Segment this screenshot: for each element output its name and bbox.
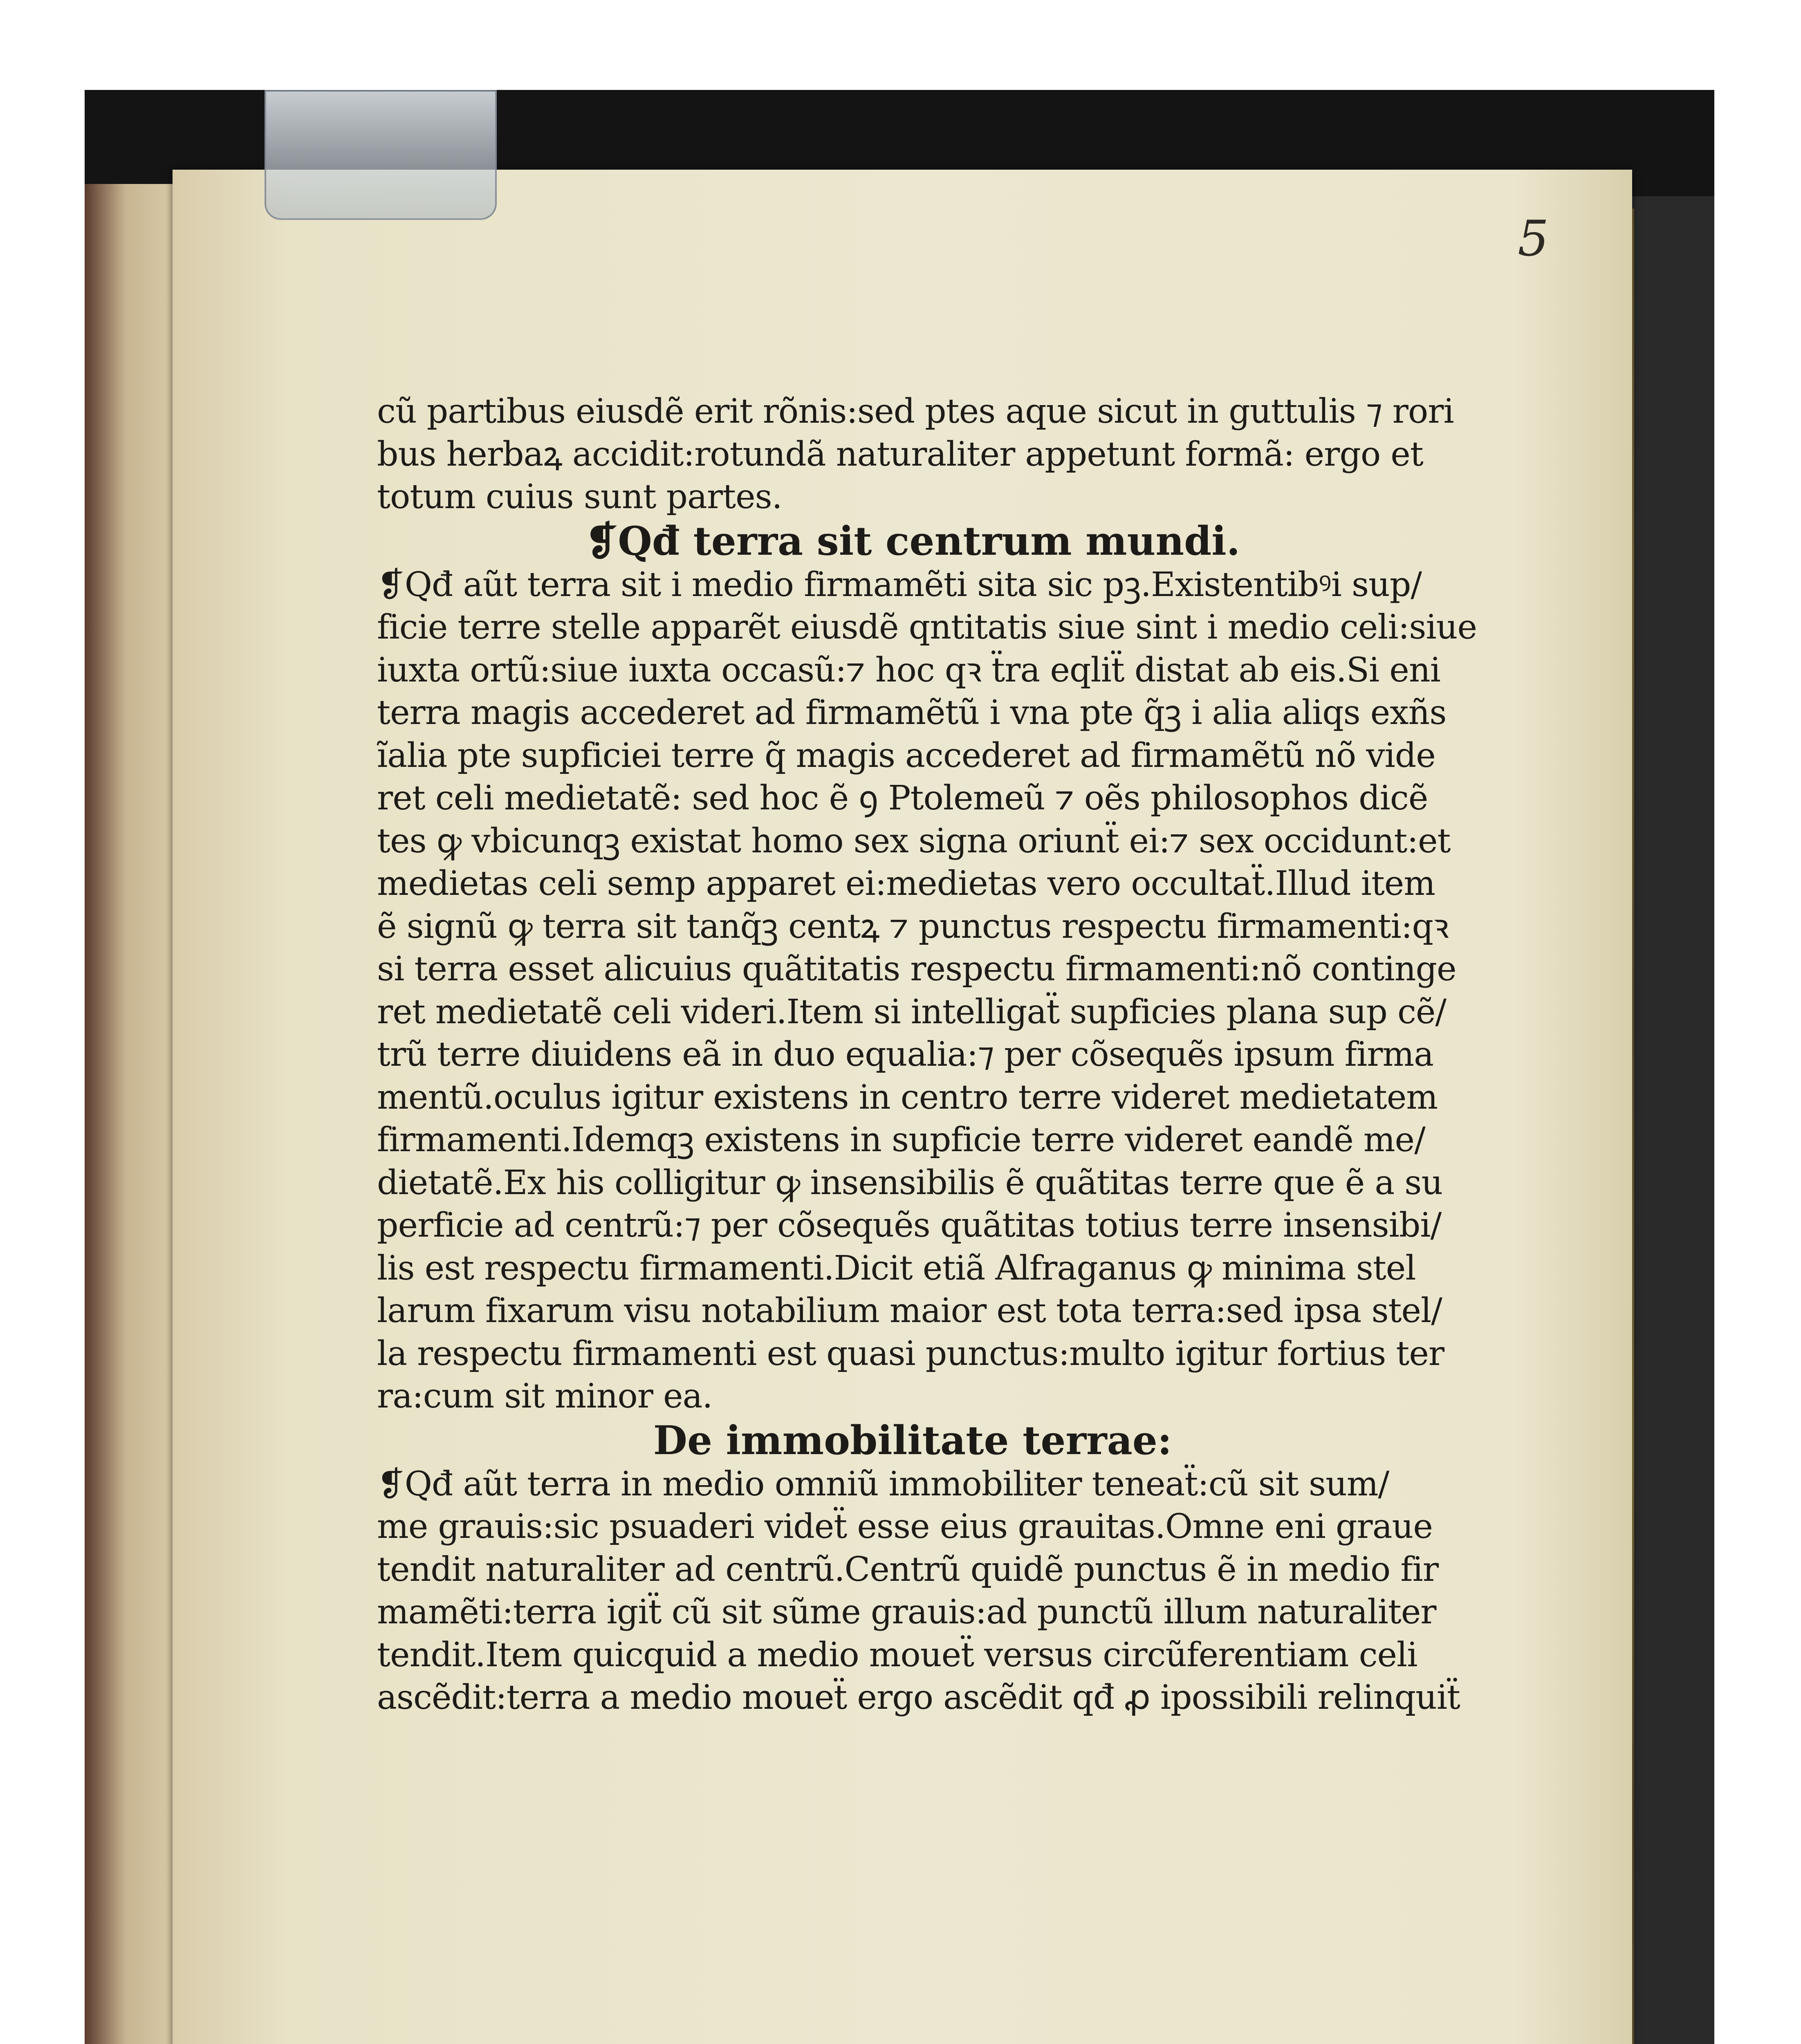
top-page-clamp — [265, 90, 497, 220]
text-line: tendit.Item quicquid a medio moueẗ versus circũferentiam celi — [377, 1635, 1417, 1674]
text-line: si terra esset alicuius quãtitatis respectu firmamenti:nõ continge — [377, 950, 1456, 988]
printed-text-block — [377, 390, 1477, 1719]
text-line: cũ partibus eiusdẽ erit rõnis:sed ptes aque sicut in guttulis ⁊ rori — [377, 392, 1454, 431]
text-line: medietas celi semp apparet ei:medietas vero occultaẗ.Illud item — [377, 864, 1435, 903]
text-line: larum fixarum visu notabilium maior est tota terra:sed ipsa stel/ — [377, 1291, 1442, 1330]
text-line: ficie terre stelle apparẽt eiusdẽ qntitatis siue sint i medio celi:siue — [377, 608, 1477, 647]
text-line: terra magis accederet ad firmamẽtũ i vna pte q̃ꝫ i alia aliqs exñs — [377, 693, 1447, 732]
text-line: trũ terre diuidens eã in duo equalia:⁊ per cõsequẽs ipsum firma — [377, 1035, 1434, 1074]
text-line: perficie ad centrũ:⁊ per cõsequẽs quãtitas totius terre insensibi/ — [377, 1206, 1442, 1245]
text-line: me grauis:sic psuaderi videẗ esse eius grauitas.Omne eni graue — [377, 1507, 1433, 1546]
section-heading: ❡Qđ terra sit centrum mundi. — [585, 518, 1240, 564]
text-line: ret medietatẽ celi videri.Item si intelligaẗ supficies plana sup cẽ/ — [377, 992, 1447, 1031]
text-line: mamẽti:terra igiẗ cũ sit sũme grauis:ad punctũ illum naturaliter — [377, 1593, 1436, 1632]
text-line: ret celi medietatẽ: sed hoc ẽ ꝯ Ptolemeũ ⁊ oẽs philosophos dicẽ — [377, 779, 1428, 818]
text-line: ascẽdit:terra a medio moueẗ ergo ascẽdit qđ ꝓ ipossibili relinquiẗ — [377, 1678, 1460, 1717]
text-line: ❡Qđ aũt terra sit i medio firmamẽti sita sic pꝫ.Existentibꝰi sup/ — [377, 565, 1422, 604]
book-page — [173, 170, 1632, 2044]
text-line: lis est respectu firmamenti.Dicit etiã Alfraganus ꝙ minima stel — [377, 1248, 1416, 1288]
text-line: ẽ signũ ꝙ terra sit tanq̃ꝫ centꝝ ⁊ punctus respectu firmamenti:qꝛ — [377, 907, 1449, 946]
text-line: firmamenti.Idemqꝫ existens in supficie terre videret eandẽ me/ — [377, 1121, 1425, 1159]
text-line: dietatẽ.Ex his colligitur ꝙ insensibilis ẽ quãtitas terre que ẽ a su — [377, 1163, 1443, 1202]
text-line: totum cuius sunt partes. — [377, 477, 782, 516]
page-number: 5 — [1518, 211, 1549, 267]
text-line: iuxta ortũ:siue iuxta occasũ:⁊ hoc qꝛ ẗra eqliẗ distat ab eis.Si eni — [377, 650, 1440, 690]
text-line: ❡Qđ aũt terra in medio omniũ immobiliter teneaẗ:cũ sit sum/ — [377, 1464, 1389, 1504]
left-page-edge — [85, 184, 187, 2044]
text-line: tes ꝙ vbicunqꝫ existat homo sex signa oriunẗ ei:⁊ sex occidunt:et — [377, 821, 1451, 861]
text-line: mentũ.oculus igitur existens in centro terre videret medietatem — [377, 1078, 1438, 1117]
text-line: ra:cum sit minor ea. — [377, 1377, 713, 1416]
text-line: la respectu firmamenti est quasi punctus:multo igitur fortius ter — [377, 1334, 1444, 1373]
section-heading: De immobilitate terrae: — [653, 1417, 1172, 1464]
text-line: bus herbaꝝ accidit:rotundã naturaliter appetunt formã: ergo et — [377, 435, 1423, 474]
text-line: tendit naturaliter ad centrũ.Centrũ quidẽ punctus ẽ in medio fir — [377, 1550, 1439, 1589]
scan-background — [85, 90, 1714, 2044]
text-line: ĩalia pte supficiei terre q̃ magis accederet ad firmamẽtũ nõ vide — [377, 736, 1435, 775]
